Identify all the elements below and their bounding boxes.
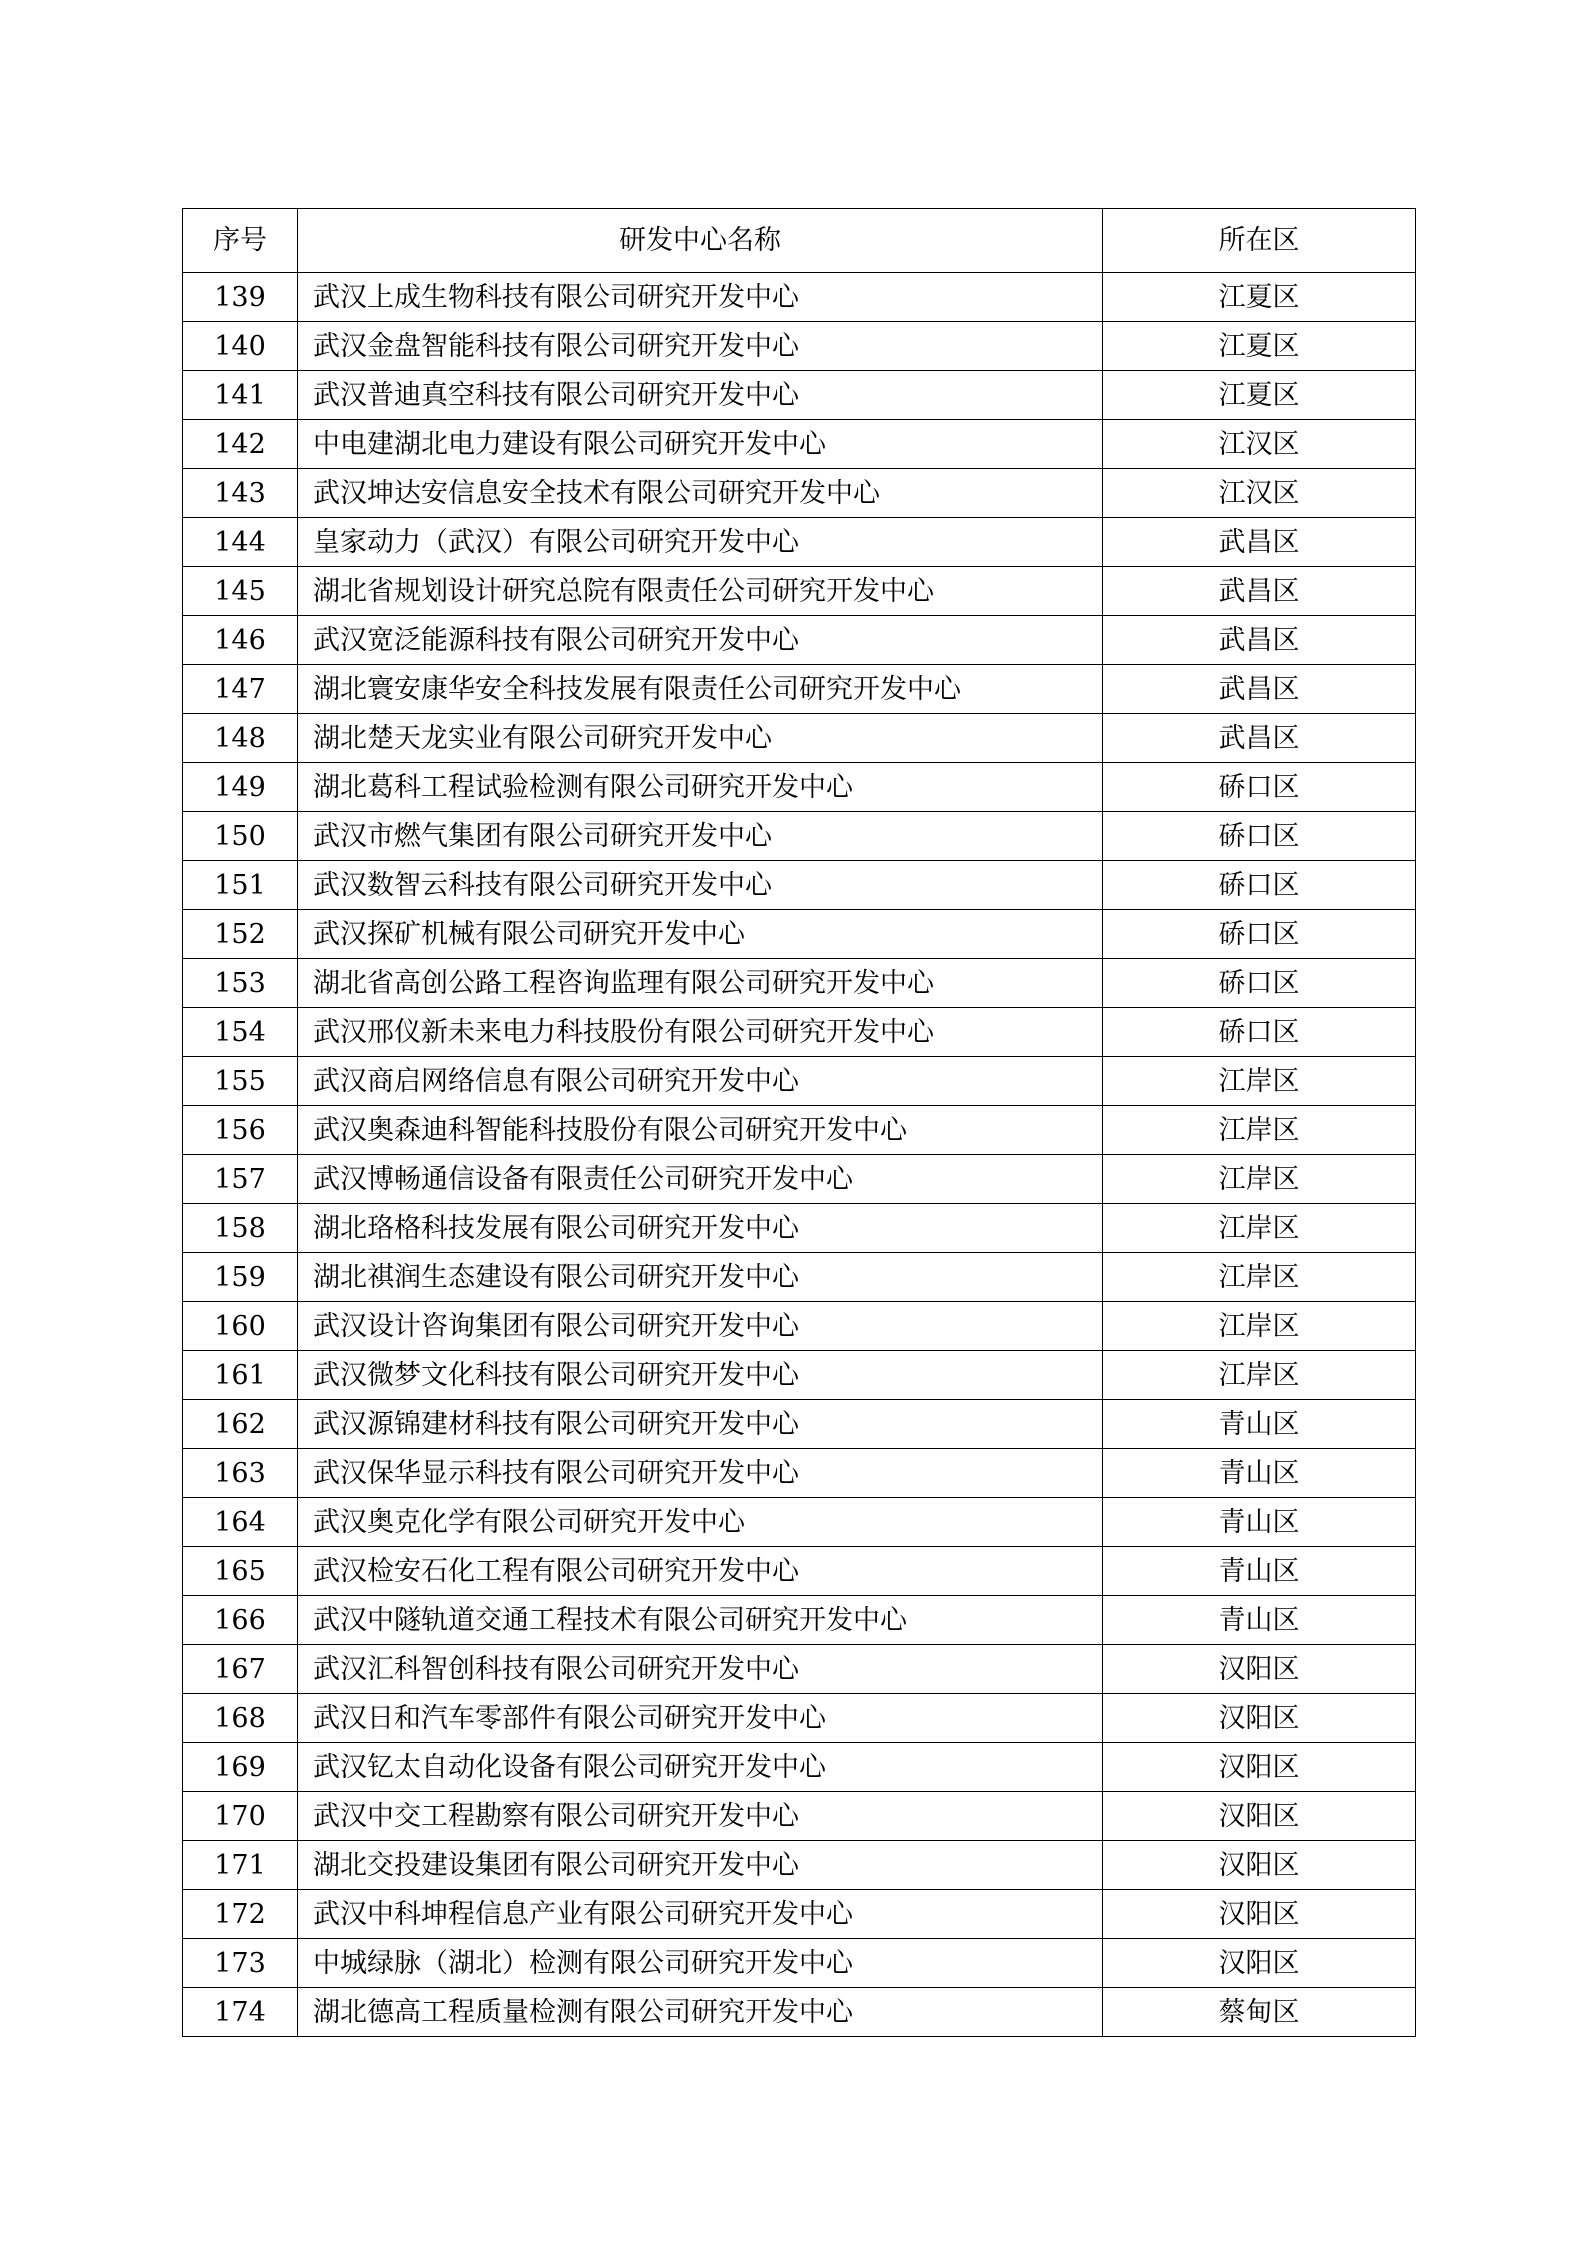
table-row: [183, 714, 1416, 763]
row-serial-number: 168: [183, 1694, 298, 1743]
row-center-name: 湖北寰安康华安全科技发展有限责任公司研究开发中心: [298, 665, 1103, 714]
row-district: 青山区: [1103, 1547, 1416, 1596]
header-row: [183, 209, 1416, 273]
table-row: [183, 1155, 1416, 1204]
row-district: 硚口区: [1103, 1008, 1416, 1057]
row-center-name: 武汉奥克化学有限公司研究开发中心: [298, 1498, 1103, 1547]
table-row: [183, 1498, 1416, 1547]
row-center-name: 皇家动力（武汉）有限公司研究开发中心: [298, 518, 1103, 567]
row-serial-number: 164: [183, 1498, 298, 1547]
row-center-name: 武汉金盘智能科技有限公司研究开发中心: [298, 322, 1103, 371]
table-row: [183, 1743, 1416, 1792]
table-row: [183, 665, 1416, 714]
table-row: [183, 1008, 1416, 1057]
table-row: [183, 1449, 1416, 1498]
row-center-name: 武汉商启网络信息有限公司研究开发中心: [298, 1057, 1103, 1106]
row-serial-number: 166: [183, 1596, 298, 1645]
table-row: [183, 420, 1416, 469]
row-serial-number: 169: [183, 1743, 298, 1792]
row-district: 江岸区: [1103, 1106, 1416, 1155]
row-serial-number: 165: [183, 1547, 298, 1596]
row-district: 江汉区: [1103, 420, 1416, 469]
row-serial-number: 159: [183, 1253, 298, 1302]
row-serial-number: 144: [183, 518, 298, 567]
row-center-name: 武汉汇科智创科技有限公司研究开发中心: [298, 1645, 1103, 1694]
row-district: 武昌区: [1103, 665, 1416, 714]
table-row: [183, 1547, 1416, 1596]
table-row: [183, 1057, 1416, 1106]
row-serial-number: 153: [183, 959, 298, 1008]
row-serial-number: 140: [183, 322, 298, 371]
table-row: [183, 1302, 1416, 1351]
row-district: 武昌区: [1103, 567, 1416, 616]
row-district: 硚口区: [1103, 959, 1416, 1008]
row-district: 汉阳区: [1103, 1694, 1416, 1743]
row-district: 青山区: [1103, 1449, 1416, 1498]
header-district: 所在区: [1103, 209, 1416, 273]
row-center-name: 中电建湖北电力建设有限公司研究开发中心: [298, 420, 1103, 469]
row-center-name: 湖北葛科工程试验检测有限公司研究开发中心: [298, 763, 1103, 812]
table-row: [183, 469, 1416, 518]
header-serial-number: 序号: [183, 209, 298, 273]
table-row: [183, 1694, 1416, 1743]
row-serial-number: 141: [183, 371, 298, 420]
row-serial-number: 145: [183, 567, 298, 616]
row-serial-number: 151: [183, 861, 298, 910]
row-serial-number: 147: [183, 665, 298, 714]
row-district: 江岸区: [1103, 1351, 1416, 1400]
row-district: 汉阳区: [1103, 1792, 1416, 1841]
row-center-name: 武汉上成生物科技有限公司研究开发中心: [298, 273, 1103, 322]
table-row: [183, 371, 1416, 420]
row-district: 硚口区: [1103, 861, 1416, 910]
table-row: [183, 1106, 1416, 1155]
table-row: [183, 518, 1416, 567]
row-district: 江夏区: [1103, 371, 1416, 420]
row-district: 江岸区: [1103, 1253, 1416, 1302]
row-district: 武昌区: [1103, 714, 1416, 763]
row-serial-number: 160: [183, 1302, 298, 1351]
row-center-name: 武汉邢仪新未来电力科技股份有限公司研究开发中心: [298, 1008, 1103, 1057]
row-center-name: 湖北楚天龙实业有限公司研究开发中心: [298, 714, 1103, 763]
table-row: [183, 910, 1416, 959]
row-district: 汉阳区: [1103, 1890, 1416, 1939]
row-center-name: 武汉中隧轨道交通工程技术有限公司研究开发中心: [298, 1596, 1103, 1645]
row-serial-number: 173: [183, 1939, 298, 1988]
header-center-name: 研发中心名称: [298, 209, 1103, 273]
table-row: [183, 322, 1416, 371]
table-row: [183, 959, 1416, 1008]
row-serial-number: 162: [183, 1400, 298, 1449]
table-row: [183, 1400, 1416, 1449]
row-district: 武昌区: [1103, 616, 1416, 665]
row-serial-number: 161: [183, 1351, 298, 1400]
row-district: 硚口区: [1103, 812, 1416, 861]
row-district: 青山区: [1103, 1400, 1416, 1449]
row-center-name: 武汉探矿机械有限公司研究开发中心: [298, 910, 1103, 959]
rd-center-table: [182, 208, 1416, 2037]
row-center-name: 武汉检安石化工程有限公司研究开发中心: [298, 1547, 1103, 1596]
table-row: [183, 1890, 1416, 1939]
row-serial-number: 157: [183, 1155, 298, 1204]
row-serial-number: 156: [183, 1106, 298, 1155]
row-serial-number: 149: [183, 763, 298, 812]
row-serial-number: 142: [183, 420, 298, 469]
row-district: 江岸区: [1103, 1057, 1416, 1106]
row-center-name: 武汉钇太自动化设备有限公司研究开发中心: [298, 1743, 1103, 1792]
row-center-name: 武汉源锦建材科技有限公司研究开发中心: [298, 1400, 1103, 1449]
row-center-name: 武汉设计咨询集团有限公司研究开发中心: [298, 1302, 1103, 1351]
table-row: [183, 273, 1416, 322]
row-district: 江夏区: [1103, 322, 1416, 371]
row-center-name: 中城绿脉（湖北）检测有限公司研究开发中心: [298, 1939, 1103, 1988]
row-center-name: 湖北珞格科技发展有限公司研究开发中心: [298, 1204, 1103, 1253]
table-row: [183, 1351, 1416, 1400]
row-district: 硚口区: [1103, 763, 1416, 812]
row-district: 江岸区: [1103, 1155, 1416, 1204]
row-district: 江岸区: [1103, 1204, 1416, 1253]
table-header: [183, 209, 1416, 273]
table-row: [183, 763, 1416, 812]
table-row: [183, 1204, 1416, 1253]
row-center-name: 武汉市燃气集团有限公司研究开发中心: [298, 812, 1103, 861]
row-district: 江汉区: [1103, 469, 1416, 518]
row-center-name: 湖北省高创公路工程咨询监理有限公司研究开发中心: [298, 959, 1103, 1008]
row-serial-number: 148: [183, 714, 298, 763]
row-center-name: 湖北省规划设计研究总院有限责任公司研究开发中心: [298, 567, 1103, 616]
row-serial-number: 167: [183, 1645, 298, 1694]
table-row: [183, 1939, 1416, 1988]
table-row: [183, 616, 1416, 665]
table-row: [183, 1596, 1416, 1645]
table-row: [183, 1841, 1416, 1890]
row-serial-number: 172: [183, 1890, 298, 1939]
row-center-name: 武汉宽泛能源科技有限公司研究开发中心: [298, 616, 1103, 665]
row-center-name: 武汉奥森迪科智能科技股份有限公司研究开发中心: [298, 1106, 1103, 1155]
table-row: [183, 567, 1416, 616]
row-district: 青山区: [1103, 1498, 1416, 1547]
table-row: [183, 1988, 1416, 2037]
row-serial-number: 174: [183, 1988, 298, 2037]
table-body: [183, 273, 1416, 2037]
table-row: [183, 1792, 1416, 1841]
row-serial-number: 170: [183, 1792, 298, 1841]
row-center-name: 武汉坤达安信息安全技术有限公司研究开发中心: [298, 469, 1103, 518]
table-row: [183, 1645, 1416, 1694]
row-center-name: 武汉保华显示科技有限公司研究开发中心: [298, 1449, 1103, 1498]
row-district: 江夏区: [1103, 273, 1416, 322]
row-center-name: 湖北交投建设集团有限公司研究开发中心: [298, 1841, 1103, 1890]
row-serial-number: 139: [183, 273, 298, 322]
row-district: 武昌区: [1103, 518, 1416, 567]
row-serial-number: 154: [183, 1008, 298, 1057]
row-serial-number: 150: [183, 812, 298, 861]
row-district: 硚口区: [1103, 910, 1416, 959]
row-serial-number: 158: [183, 1204, 298, 1253]
row-center-name: 湖北德高工程质量检测有限公司研究开发中心: [298, 1988, 1103, 2037]
row-district: 青山区: [1103, 1596, 1416, 1645]
table-row: [183, 861, 1416, 910]
row-serial-number: 155: [183, 1057, 298, 1106]
row-serial-number: 146: [183, 616, 298, 665]
row-center-name: 武汉普迪真空科技有限公司研究开发中心: [298, 371, 1103, 420]
row-serial-number: 143: [183, 469, 298, 518]
row-district: 汉阳区: [1103, 1841, 1416, 1890]
row-district: 蔡甸区: [1103, 1988, 1416, 2037]
row-center-name: 武汉中交工程勘察有限公司研究开发中心: [298, 1792, 1103, 1841]
row-center-name: 武汉博畅通信设备有限责任公司研究开发中心: [298, 1155, 1103, 1204]
row-center-name: 武汉中科坤程信息产业有限公司研究开发中心: [298, 1890, 1103, 1939]
row-serial-number: 171: [183, 1841, 298, 1890]
row-district: 汉阳区: [1103, 1645, 1416, 1694]
table-row: [183, 812, 1416, 861]
row-center-name: 武汉日和汽车零部件有限公司研究开发中心: [298, 1694, 1103, 1743]
row-center-name: 湖北祺润生态建设有限公司研究开发中心: [298, 1253, 1103, 1302]
row-district: 江岸区: [1103, 1302, 1416, 1351]
row-center-name: 武汉数智云科技有限公司研究开发中心: [298, 861, 1103, 910]
table-row: [183, 1253, 1416, 1302]
row-serial-number: 152: [183, 910, 298, 959]
row-district: 汉阳区: [1103, 1743, 1416, 1792]
row-district: 汉阳区: [1103, 1939, 1416, 1988]
row-center-name: 武汉微梦文化科技有限公司研究开发中心: [298, 1351, 1103, 1400]
row-serial-number: 163: [183, 1449, 298, 1498]
